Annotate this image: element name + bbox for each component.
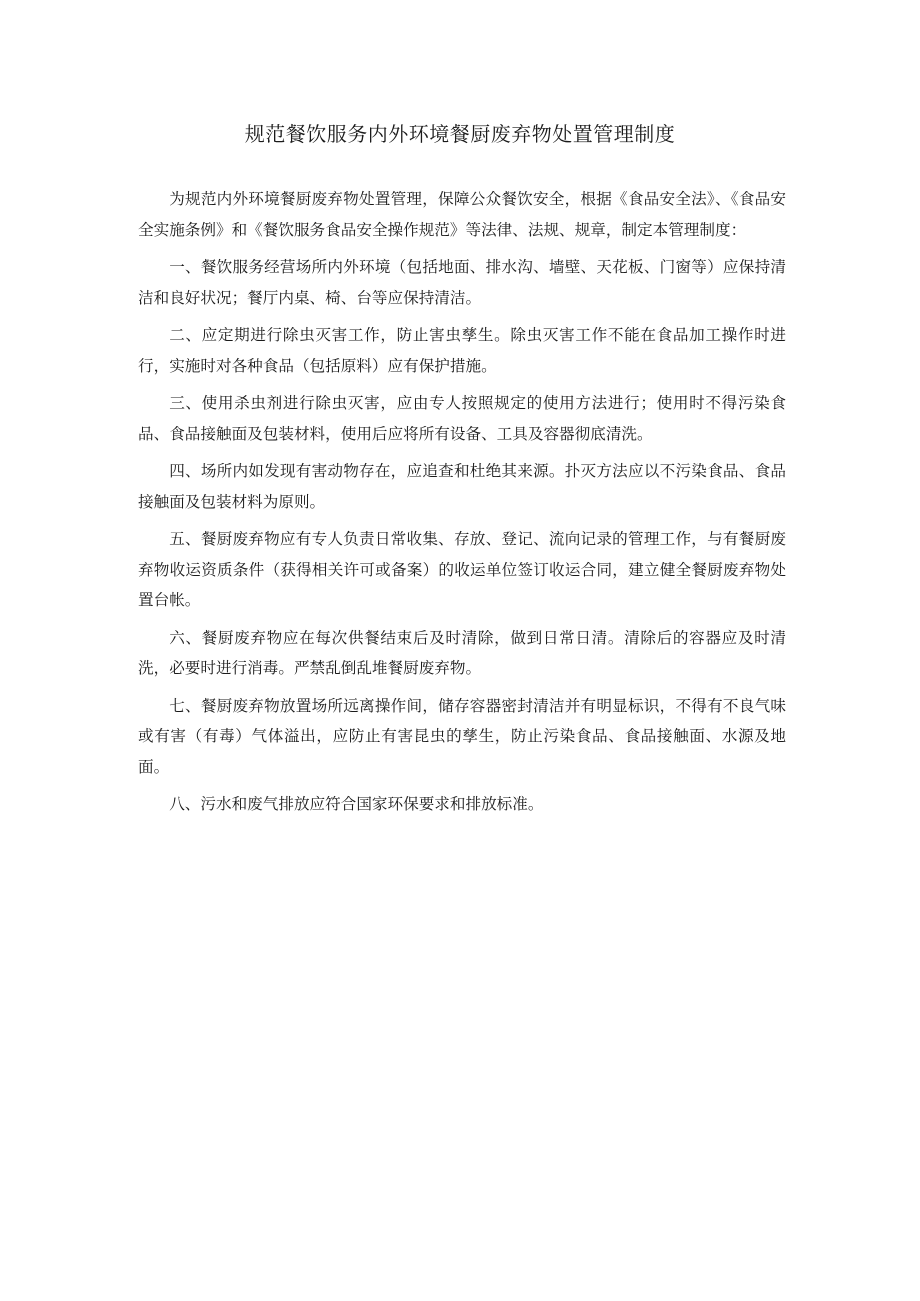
clause-5-paragraph: 五、餐厨废弃物应有专人负责日常收集、存放、登记、流向记录的管理工作，与有餐厨废弃物收运资质条件（获得相关许可或备案）的收运单位签订收运合同，建立健全餐厨废弃物处置台帐。: [138, 530, 786, 609]
document-body: [138, 184, 786, 827]
clause-7-paragraph: 七、餐厨废弃物放置场所远离操作间，储存容器密封清洁并有明显标识，不得有不良气味或有害（有毒）气体溢出，应防止有害昆虫的孳生，防止污染食品、食品接触面、水源及地面。: [138, 696, 786, 776]
clause-3-paragraph: 三、使用杀虫剂进行除虫灭害，应由专人按照规定的使用方法进行；使用时不得污染食品、食品接触面及包装材料，使用后应将所有设备、工具及容器彻底清洗。: [138, 394, 786, 443]
clause-8-paragraph: 八、污水和废气排放应符合国家环保要求和排放标准。: [169, 795, 544, 813]
clause-4-paragraph: 四、场所内如发现有害动物存在，应追查和杜绝其来源。扑灭方法应以不污染食品、食品接触面及包装材料为原则。: [138, 462, 786, 511]
document-title: 规范餐饮服务内外环境餐厨废弃物处置管理制度: [244, 122, 676, 146]
clause-2-paragraph: 二、应定期进行除虫灭害工作，防止害虫孳生。除虫灭害工作不能在食品加工操作时进行，实施时对各种食品（包括原料）应有保护措施。: [138, 326, 786, 375]
clause-1-paragraph: 一、餐饮服务经营场所内外环境（包括地面、排水沟、墙壁、天花板、门窗等）应保持清洁和良好状况；餐厅内桌、椅、台等应保持清洁。: [138, 258, 786, 307]
clause-6-paragraph: 六、餐厨废弃物应在每次供餐结束后及时清除，做到日常日清。清除后的容器应及时清洗，必要时进行消毒。严禁乱倒乱堆餐厨废弃物。: [138, 628, 786, 677]
intro-paragraph: 为规范内外环境餐厨废弃物处置管理，保障公众餐饮安全，根据《食品安全法》、《食品安全实施条例》和《餐饮服务食品安全操作规范》等法律、法规、规章，制定本管理制度：: [138, 190, 786, 239]
